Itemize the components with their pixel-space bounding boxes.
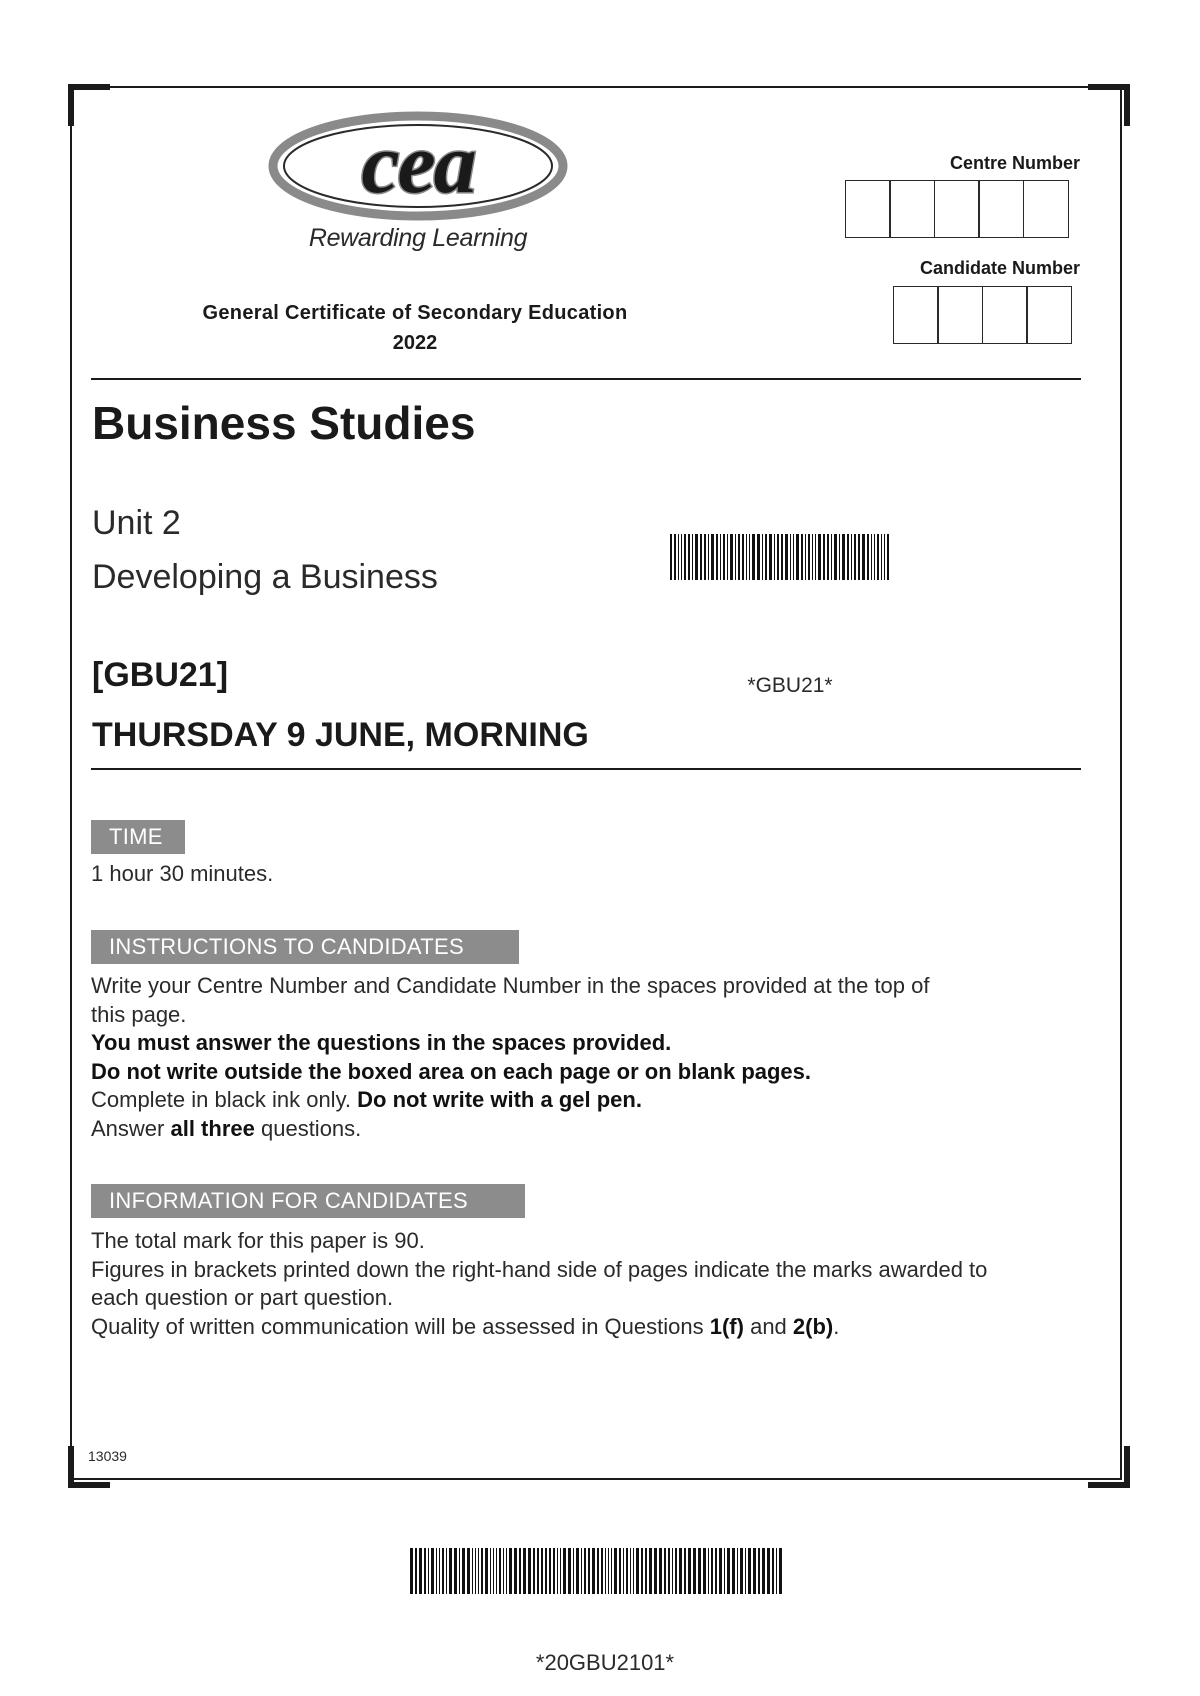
barcode-bar — [654, 1548, 657, 1594]
barcode-bar — [874, 534, 875, 580]
barcode-bar — [732, 1548, 735, 1594]
barcode-bar — [645, 1548, 647, 1594]
barcode-bar — [419, 1548, 422, 1594]
information-line: Figures in brackets printed down the right-hand side of pages indicate the marks awarded to — [91, 1256, 988, 1282]
barcode-bar — [688, 1548, 691, 1594]
divider-middle — [91, 768, 1081, 770]
barcode-bar — [490, 1548, 491, 1594]
barcode-bar — [767, 1548, 770, 1594]
barcode-bar — [674, 534, 676, 580]
barcode-bar — [748, 1548, 751, 1594]
barcode-bar — [774, 534, 775, 580]
logo-text: cea — [361, 115, 475, 211]
barcode-bar — [537, 1548, 539, 1594]
barcode-bar — [592, 1548, 595, 1594]
barcode-bar — [737, 1548, 738, 1594]
time-heading: TIME — [91, 820, 185, 854]
barcode-bar — [496, 1548, 497, 1594]
barcode-bar — [446, 1548, 447, 1594]
barcode-bar — [723, 534, 725, 580]
barcode-bar — [805, 534, 806, 580]
barcode-bar — [670, 534, 672, 580]
barcode-bar — [692, 534, 693, 580]
barcode-bar — [533, 1548, 535, 1594]
barcode-bar — [641, 1548, 643, 1594]
barcode-bar — [633, 1548, 634, 1594]
barcode-bar — [801, 534, 803, 580]
barcode-bar — [678, 534, 679, 580]
barcode-bar — [454, 1548, 457, 1594]
barcode-bar — [623, 1548, 624, 1594]
qualification-name: General Certificate of Secondary Education — [202, 302, 628, 324]
barcode-bar — [503, 1548, 504, 1594]
unit-number: Unit 2 — [92, 504, 181, 542]
barcode-bar — [467, 1548, 470, 1594]
barcode-bar — [796, 534, 799, 580]
barcode-bar — [509, 1548, 512, 1594]
unit-title: Developing a Business — [92, 558, 438, 596]
barcode-bar — [779, 1548, 782, 1594]
barcode-bar — [553, 1548, 555, 1594]
barcode-bar — [753, 1548, 756, 1594]
barcode-bar — [549, 1548, 551, 1594]
candidate-number-field[interactable] — [894, 286, 1072, 344]
barcode-bar — [428, 1548, 429, 1594]
barcode-bar — [815, 534, 816, 580]
barcode-bar — [708, 534, 709, 580]
barcode-bar — [557, 1548, 558, 1594]
instruction-line: Write your Centre Number and Candidate Number in the spaces provided at the top of — [91, 973, 930, 998]
barcode-bar — [597, 1548, 599, 1594]
barcode-bar — [614, 1548, 617, 1594]
barcode-bar — [584, 1548, 586, 1594]
barcode-bar — [738, 534, 740, 580]
barcode-bar — [684, 1548, 686, 1594]
barcode-bar — [858, 534, 860, 580]
barcode-bar — [808, 534, 810, 580]
barcode-bar — [605, 1548, 606, 1594]
barcode-bar — [887, 534, 889, 580]
barcode-bar — [693, 1548, 696, 1594]
subject-title: Business Studies — [92, 397, 476, 449]
barcode-bar — [573, 1548, 574, 1594]
barcode-bar — [675, 1548, 677, 1594]
barcode-bar — [884, 534, 885, 580]
instructions-heading: INSTRUCTIONS TO CANDIDATES — [91, 930, 519, 964]
barcode-bar — [410, 1548, 413, 1594]
barcode-bar — [681, 534, 682, 580]
barcode-bar — [672, 1548, 673, 1594]
barcode-bar — [568, 1548, 571, 1594]
instruction-line: this page. — [91, 1001, 187, 1027]
barcode-bar — [790, 534, 791, 580]
paper-code-ref: *GBU21* — [747, 674, 833, 697]
exam-date: THURSDAY 9 JUNE, MORNING — [92, 716, 589, 754]
instruction-line: Complete in black ink only. Do not write with a gel pen. — [91, 1087, 642, 1113]
candidate-number-digit-box[interactable] — [937, 286, 983, 344]
barcode-bar — [700, 534, 702, 580]
barcode-bar — [659, 1548, 662, 1594]
barcode-bar — [776, 1548, 777, 1594]
barcode-bar — [724, 1548, 725, 1594]
barcode-bar — [785, 534, 788, 580]
centre-number-digit-box[interactable] — [978, 180, 1024, 238]
candidate-number-digit-box[interactable] — [982, 286, 1028, 344]
barcode-bar — [777, 534, 779, 580]
barcode-bar — [506, 1548, 507, 1594]
information-block — [91, 1227, 1091, 1341]
barcode-bar — [424, 1548, 426, 1594]
barcode-bar — [431, 1548, 434, 1594]
centre-number-label: Centre Number — [949, 153, 1080, 173]
barcode-bar — [871, 534, 872, 580]
candidate-number-label: Candidate Number — [919, 258, 1080, 278]
centre-number-digit-box[interactable] — [889, 180, 935, 238]
instruction-line: You must answer the questions in the spaces provided. — [91, 1030, 672, 1056]
barcode-bar — [626, 1548, 628, 1594]
barcode-bar — [415, 1548, 417, 1594]
barcode-bar — [827, 534, 829, 580]
barcode-bar — [688, 534, 690, 580]
time-text: 1 hour 30 minutes. — [91, 861, 274, 886]
barcode-bar — [708, 1548, 709, 1594]
barcode-bar — [742, 534, 744, 580]
barcode-bar — [765, 534, 767, 580]
barcode-bar — [842, 534, 845, 580]
instruction-line: Do not write outside the boxed area on each page or on blank pages. — [91, 1058, 812, 1084]
barcode-bar — [519, 1548, 521, 1594]
barcode-bar — [862, 534, 865, 580]
barcode-bar — [493, 1548, 494, 1594]
barcode-bar — [545, 1548, 547, 1594]
barcode-bar — [818, 534, 821, 580]
barcode-bottom — [410, 1548, 784, 1594]
instructions-block — [91, 972, 1091, 1144]
barcode-bar — [735, 534, 736, 580]
barcode-bar — [611, 1548, 612, 1594]
barcode-bar — [758, 1548, 760, 1594]
barcode-bar — [704, 534, 706, 580]
barcode-bar — [745, 1548, 746, 1594]
page-code: *20GBU2101* — [535, 1650, 675, 1675]
barcode-bar — [541, 1548, 543, 1594]
barcode-bar — [762, 1548, 765, 1594]
barcode-bar — [881, 534, 882, 580]
barcode-bar — [740, 1548, 743, 1594]
information-line: The total mark for this paper is 90. — [91, 1228, 425, 1253]
barcode-bar — [762, 534, 763, 580]
instruction-line: Answer all three questions. — [91, 1115, 362, 1141]
barcode-bar — [851, 534, 852, 580]
barcode-bar — [462, 1548, 465, 1594]
barcode-bar — [664, 1548, 666, 1594]
barcode-bar — [867, 534, 869, 580]
barcode-bar — [442, 1548, 444, 1594]
barcode-bar — [528, 1548, 531, 1594]
barcode-bar — [877, 534, 879, 580]
barcode-bar — [560, 1548, 561, 1594]
corner-mark-top-left — [68, 84, 110, 126]
centre-number-field[interactable] — [846, 180, 1069, 238]
barcode-bar — [499, 1548, 501, 1594]
barcode-bar — [847, 534, 849, 580]
barcode-bar — [684, 534, 686, 580]
barcode-bar — [481, 1548, 483, 1594]
barcode-bar — [608, 1548, 609, 1594]
barcode-bar — [746, 534, 747, 580]
barcode-bar — [831, 534, 832, 580]
barcode-bar — [793, 534, 794, 580]
barcode-bar — [695, 534, 698, 580]
barcode-bar — [711, 1548, 713, 1594]
barcode-bar — [679, 1548, 682, 1594]
barcode-bar — [834, 534, 837, 580]
barcode-bar — [630, 1548, 631, 1594]
paper-code: [GBU21] — [92, 656, 229, 694]
barcode-bar — [854, 534, 856, 580]
barcode-bar — [727, 1548, 730, 1594]
barcode-bar — [636, 1548, 639, 1594]
barcode-bar — [716, 534, 718, 580]
barcode-bar — [439, 1548, 440, 1594]
information-line: Quality of written communication will be assessed in Questions 1(f) and 2(b). — [91, 1313, 840, 1339]
barcode-bar — [703, 1548, 706, 1594]
barcode-bar — [711, 534, 714, 580]
barcode-bar — [812, 534, 813, 580]
barcode-bar — [563, 1548, 566, 1594]
barcode-bar — [781, 534, 783, 580]
barcode-bar — [601, 1548, 603, 1594]
barcode-bar — [514, 1548, 517, 1594]
barcode-bar — [719, 1548, 722, 1594]
barcode-bar — [730, 534, 733, 580]
barcode-bar — [576, 1548, 579, 1594]
barcode-bar — [478, 1548, 479, 1594]
barcode-bar — [581, 1548, 582, 1594]
logo-tagline: Rewarding Learning — [308, 224, 528, 252]
barcode-bar — [749, 534, 750, 580]
qualification-year: 2022 — [392, 332, 438, 354]
barcode-bar — [449, 1548, 452, 1594]
barcode-bar — [459, 1548, 460, 1594]
corner-mark-bottom-right — [1088, 1446, 1130, 1488]
paper-reference-number: 13039 — [88, 1448, 127, 1464]
corner-mark-top-right — [1088, 84, 1130, 126]
barcode-bar — [475, 1548, 476, 1594]
barcode-bar — [752, 534, 755, 580]
barcode-bar — [715, 1548, 717, 1594]
candidate-number-digit-box[interactable] — [1026, 286, 1072, 344]
barcode-bar — [839, 534, 840, 580]
centre-number-digit-box[interactable] — [1023, 180, 1069, 238]
barcode-bar — [649, 1548, 652, 1594]
barcode-bar — [588, 1548, 590, 1594]
candidate-number-digit-box[interactable] — [893, 286, 939, 344]
barcode-bar — [472, 1548, 473, 1594]
barcode-bar — [823, 534, 825, 580]
barcode-bar — [720, 534, 721, 580]
barcode-bar — [727, 534, 728, 580]
barcode-bar — [668, 1548, 670, 1594]
centre-number-digit-box[interactable] — [934, 180, 980, 238]
barcode-bar — [757, 534, 760, 580]
barcode-bar — [769, 534, 772, 580]
barcode-bar — [698, 1548, 701, 1594]
information-line: each question or part question. — [91, 1285, 394, 1311]
divider-top — [91, 378, 1081, 380]
barcode-bar — [485, 1548, 488, 1594]
barcode-top — [670, 534, 891, 580]
barcode-bar — [619, 1548, 621, 1594]
barcode-bar — [772, 1548, 774, 1594]
centre-number-digit-box[interactable] — [845, 180, 891, 238]
information-heading: INFORMATION FOR CANDIDATES — [91, 1184, 525, 1218]
barcode-bar — [436, 1548, 437, 1594]
barcode-bar — [523, 1548, 526, 1594]
